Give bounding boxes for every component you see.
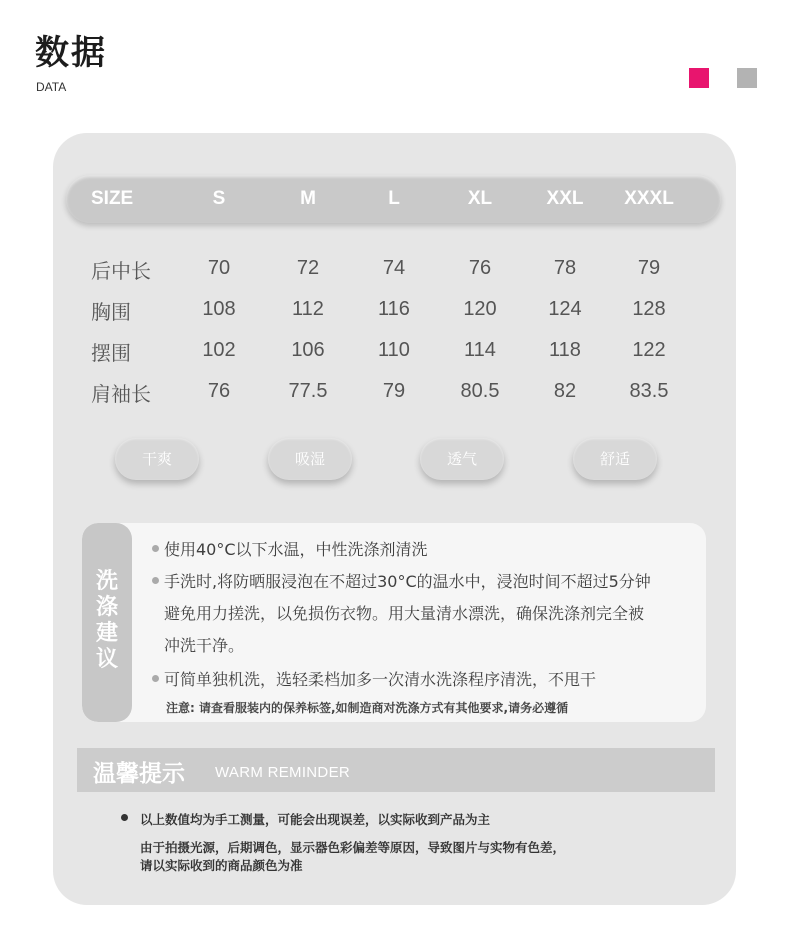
page-subtitle: DATA [36,80,67,94]
table-cell: 110 [378,339,410,361]
table-cell: 106 [291,339,325,361]
feature-pill-dry: 干爽 [115,438,199,480]
washing-side-tab [82,523,132,722]
bullet-icon [152,577,159,584]
table-cell: 128 [632,298,666,320]
washing-note: 注意: 请查看服装内的保养标签,如制造商对洗涤方式有其他要求,请务必遵循 [166,701,569,715]
table-cell: 72 [296,257,320,279]
size-header-xxl: XXL [546,188,584,209]
reminder-title: 温馨提示 [93,761,185,787]
feature-pill-absorbent: 吸湿 [268,438,352,480]
size-header-s: S [212,188,226,209]
table-cell: 79 [637,257,661,279]
row-label-chest: 胸围 [91,300,131,324]
washing-line-1 [152,537,428,560]
gray-square-decoration [737,68,757,88]
washing-text: 可简单独机洗，选轻柔档加多一次清水洗涤程序清洗，不甩干 [164,670,597,689]
washing-side-label: 洗涤建议 [95,569,118,672]
size-header-bar [66,175,721,223]
feature-pill-comfortable: 舒适 [573,438,657,480]
size-header-l: L [388,188,400,209]
page-title: 数据 [35,33,107,73]
size-header-xxxl: XXXL [624,188,674,209]
table-cell: 74 [382,257,406,279]
table-cell: 82 [553,380,577,402]
table-cell: 77.5 [288,380,328,402]
table-cell: 120 [463,298,497,320]
washing-line-4: 冲洗干净。 [164,636,245,655]
size-header-xl: XL [467,188,493,209]
washing-line-2 [152,569,651,592]
table-cell: 76 [207,380,231,402]
table-cell: 112 [292,298,324,320]
washing-text: 手洗时,将防晒服浸泡在不超过30°C的温水中，浸泡时间不超过5分钟 [164,572,651,591]
table-cell: 83.5 [629,380,669,402]
table-cell: 118 [549,339,581,361]
washing-advice-panel [82,523,706,722]
washing-text: 使用40°C以下水温，中性洗涤剂清洗 [164,540,428,559]
table-cell: 70 [207,257,231,279]
reminder-line-3: 请以实际收到的商品颜色为准 [140,858,303,873]
table-cell: 78 [553,257,577,279]
size-header-label: SIZE [91,188,134,209]
bullet-icon [152,545,159,552]
table-cell: 116 [378,298,410,320]
row-label-hem: 摆围 [91,341,131,365]
table-cell: 80.5 [460,380,500,402]
feature-pill-breathable: 透气 [420,438,504,480]
reminder-bar [77,748,715,792]
reminder-title-en: WARM REMINDER [215,764,351,781]
bullet-icon [121,814,128,821]
bullet-icon [152,675,159,682]
size-header-m: M [300,188,316,209]
table-cell: 76 [468,257,492,279]
table-cell: 114 [464,339,496,361]
table-cell: 79 [382,380,406,402]
table-cell: 102 [202,339,236,361]
washing-line-3: 避免用力搓洗，以免损伤衣物。用大量清水漂洗，确保洗涤剂完全被 [164,604,645,623]
pink-square-decoration [689,68,709,88]
row-label-sleeve: 肩袖长 [91,382,151,406]
table-cell: 122 [632,339,666,361]
reminder-line-1: 以上数值均为手工测量，可能会出现误差，以实际收到产品为主 [140,812,491,827]
row-label-back-length: 后中长 [91,259,151,283]
table-cell: 108 [202,298,236,320]
washing-line-5 [152,667,596,690]
table-cell: 124 [548,298,582,320]
reminder-line-2: 由于拍摄光源，后期调色，显示器色彩偏差等原因，导致图片与实物有色差， [140,840,566,855]
